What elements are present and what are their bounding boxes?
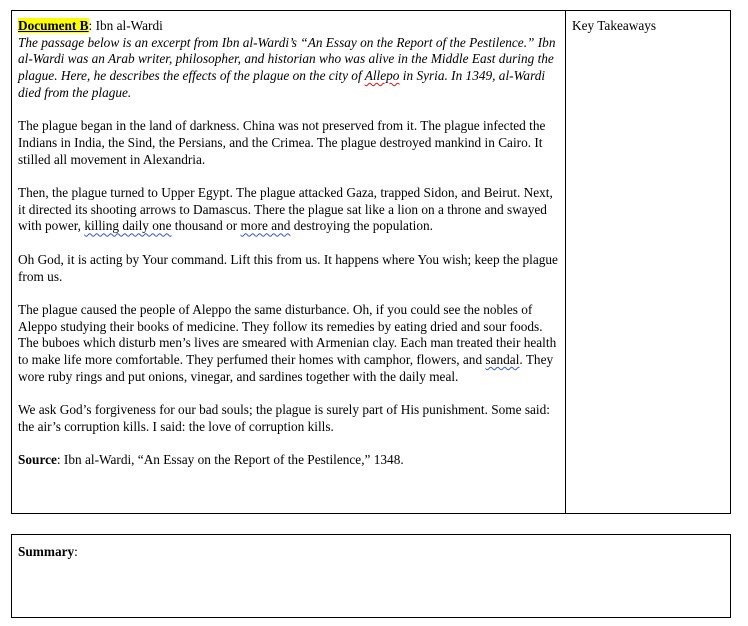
key-takeaways-cell[interactable] [566,11,730,513]
grammar-flag-2: more and [240,218,291,234]
paragraph-2 [18,185,559,235]
summary-colon: : [74,544,78,559]
intro-text-1: The passage below is an excerpt from Ibn al-Wardi’s “An Essay on the Report of the Pestilence.” Ibn al-Wardi was an Arab writer, philosopher, and historian who was alive in the Middle East during the plague. Here, he describes the effects of the plague on the city of [18,34,556,84]
paragraph-4 [18,302,559,386]
author-heading: : Ibn al-Wardi [88,18,163,33]
paragraph-2-text-1: Then, the plague turned to Upper Egypt. The plague attacked Gaza, trapped Sidon, and Beirut. Next, it directed its shooting arrows to Damascus. There the plague sat like a lion on a throne and swayed with power, [18,185,553,234]
paragraph-2-text-3: destroying the population. [290,218,433,234]
source-line [18,452,559,469]
source-text: : Ibn al-Wardi, “An Essay on the Report of the Pestilence,” 1348. [56,452,404,468]
paragraph-4-text-1: The plague caused the people of Aleppo the same disturbance. Oh, if you could see the nobles of Aleppo studying their books of medicine. They follow its remedies by eating dried and sour foods. The buboes which disturb men’s lives are smeared with Armenian clay. Each man treated their health to make life more comfortable. They perfumed their homes with camphor, flowers, and [18,301,557,367]
paragraph-1: The plague began in the land of darkness. China was not preserved from it. The plague infected the Indians in India, the Sind, the Persians, and the Crimea. The plague destroyed mankind in Cairo. It stilled all movement in Alexandria. [18,118,546,167]
source-label: Source [18,452,57,468]
spelling-flag-allepo: Allepo [364,68,400,84]
summary-label: Summary [18,544,75,559]
document-cell[interactable] [12,11,566,513]
paragraph-2-text-2: thousand or [171,218,241,234]
document-heading [18,18,559,35]
key-takeaways-heading: Key Takeaways [572,18,657,33]
grammar-flag-sandal: sandal [485,352,520,367]
summary-box[interactable] [11,534,731,618]
paragraph-5: We ask God’s forgiveness for our bad souls; the plague is surely part of His punishment. Some said: the air’s corruption kills. I said: the love of corruption kills. [18,402,550,434]
intro-paragraph [18,35,559,102]
intro-text-2: in Syria. In 1349, al-Wardi died from the plague. [18,68,546,100]
paragraph-3: Oh God, it is acting by Your command. Lift this from us. It happens where You wish; keep the plague from us. [18,251,558,284]
grammar-flag-1: killing daily one [84,218,172,234]
paragraph-4-text-2: . They wore ruby rings and put onions, vinegar, and sardines together with the daily meal. [18,352,554,384]
document-table [11,10,731,514]
document-label: Document B [18,18,89,33]
